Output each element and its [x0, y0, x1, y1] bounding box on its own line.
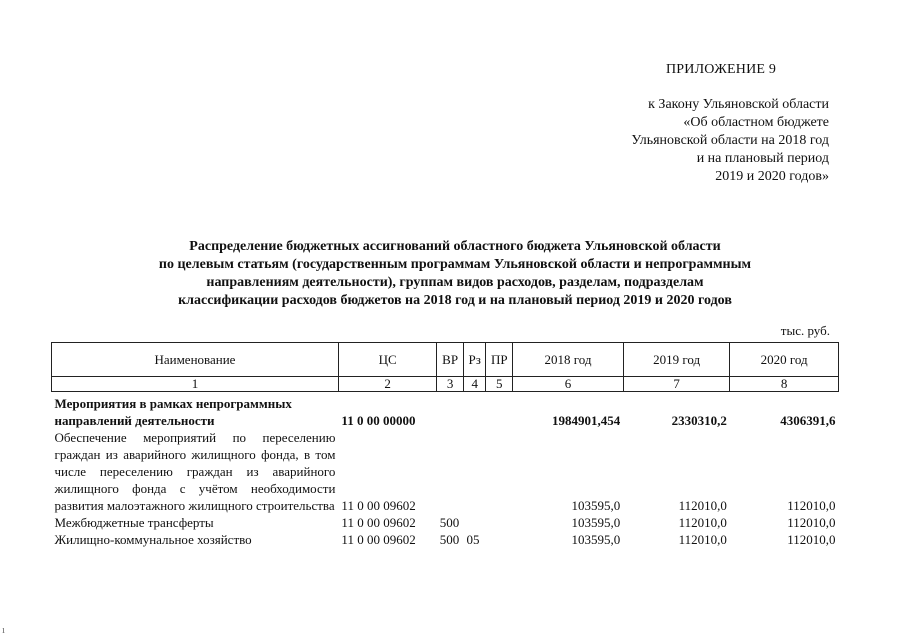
column-number: 8 [730, 377, 839, 392]
row-pr [486, 392, 513, 430]
header-name: Наименование [52, 343, 339, 377]
row-cs: 11 0 00 09602 [341, 515, 416, 530]
row-2020: 112010,0 [787, 532, 836, 547]
row-pr [486, 429, 513, 514]
title-line: направлениям деятельности), группам видов расходов, разделам, подразделам [206, 275, 704, 290]
header-2020: 2020 год [730, 343, 839, 377]
page-mark: ı [2, 624, 6, 636]
law-line: Ульяновской области на 2018 год [631, 133, 829, 148]
row-cs: 11 0 00 09602 [341, 532, 416, 547]
row-2019: 2330310,2 [671, 413, 727, 428]
row-rz [463, 392, 486, 430]
table-row [52, 429, 839, 514]
row-2020: 112010,0 [787, 498, 836, 513]
row-name: Обеспечение мероприятий по переселению граждан из аварийного жилищного фонда, в том числе переселению граждан из аварийного жилищного фонда с учётом необходимости развития малоэтажного жилищного строительства [54, 430, 336, 513]
title-line: Распределение бюджетных ассигнований областного бюджета Ульяновской области [189, 239, 721, 254]
table-row [52, 514, 839, 531]
title-line: по целевым статьям (государственным программам Ульяновской области и непрограммным [158, 257, 752, 272]
row-2019: 112010,0 [678, 515, 727, 530]
row-2018: 103595,0 [571, 532, 621, 547]
row-2018: 1984901,454 [552, 413, 621, 428]
row-2019: 112010,0 [678, 532, 727, 547]
row-vr [437, 392, 464, 430]
row-pr [486, 514, 513, 531]
row-2020: 112010,0 [787, 515, 836, 530]
column-number: 3 [437, 377, 464, 392]
header-2018: 2018 год [513, 343, 624, 377]
table-row [52, 392, 839, 430]
law-line: к Закону Ульяновской области [648, 97, 829, 112]
header-cs: ЦС [338, 343, 436, 377]
column-number: 1 [52, 377, 339, 392]
row-2020: 4306391,6 [780, 413, 836, 428]
column-number: 7 [623, 377, 730, 392]
row-cs: 11 0 00 00000 [341, 413, 416, 428]
row-name: Жилищно-коммунальное хозяйство [54, 532, 252, 547]
column-number: 2 [338, 377, 436, 392]
column-number: 5 [486, 377, 513, 392]
row-2018: 103595,0 [571, 515, 621, 530]
units-label: тыс. руб. [780, 323, 830, 338]
law-line: «Об областном бюджете [683, 115, 829, 130]
header-vr: ВР [437, 343, 464, 377]
row-2019: 112010,0 [678, 498, 727, 513]
row-rz [463, 514, 486, 531]
row-rz [463, 429, 486, 514]
table-row [52, 531, 839, 548]
law-reference [569, 96, 829, 186]
document-title [80, 238, 830, 310]
row-rz: 05 [466, 532, 480, 547]
column-number-row [52, 377, 839, 392]
column-number: 6 [513, 377, 624, 392]
header-2019: 2019 год [623, 343, 730, 377]
column-number: 4 [463, 377, 486, 392]
title-line: классификации расходов бюджетов на 2018 год и на плановый период 2019 и 2020 годов [178, 293, 732, 308]
law-line: 2019 и 2020 годов» [715, 169, 829, 184]
row-2018: 103595,0 [571, 498, 621, 513]
row-vr: 500 [439, 515, 460, 530]
header-pr: ПР [486, 343, 513, 377]
law-line: и на плановый период [696, 151, 829, 166]
row-cs: 11 0 00 09602 [341, 498, 416, 513]
row-name: Межбюджетные трансферты [54, 515, 214, 530]
header-row [52, 343, 839, 377]
row-pr [486, 531, 513, 548]
row-name: Мероприятия в рамках непрограммных направлений деятельности [54, 396, 292, 428]
budget-table [51, 342, 839, 548]
row-vr [437, 429, 464, 514]
appendix-label: ПРИЛОЖЕНИЕ 9 [666, 62, 777, 77]
row-vr: 500 [439, 532, 460, 547]
header-rz: Рз [463, 343, 486, 377]
